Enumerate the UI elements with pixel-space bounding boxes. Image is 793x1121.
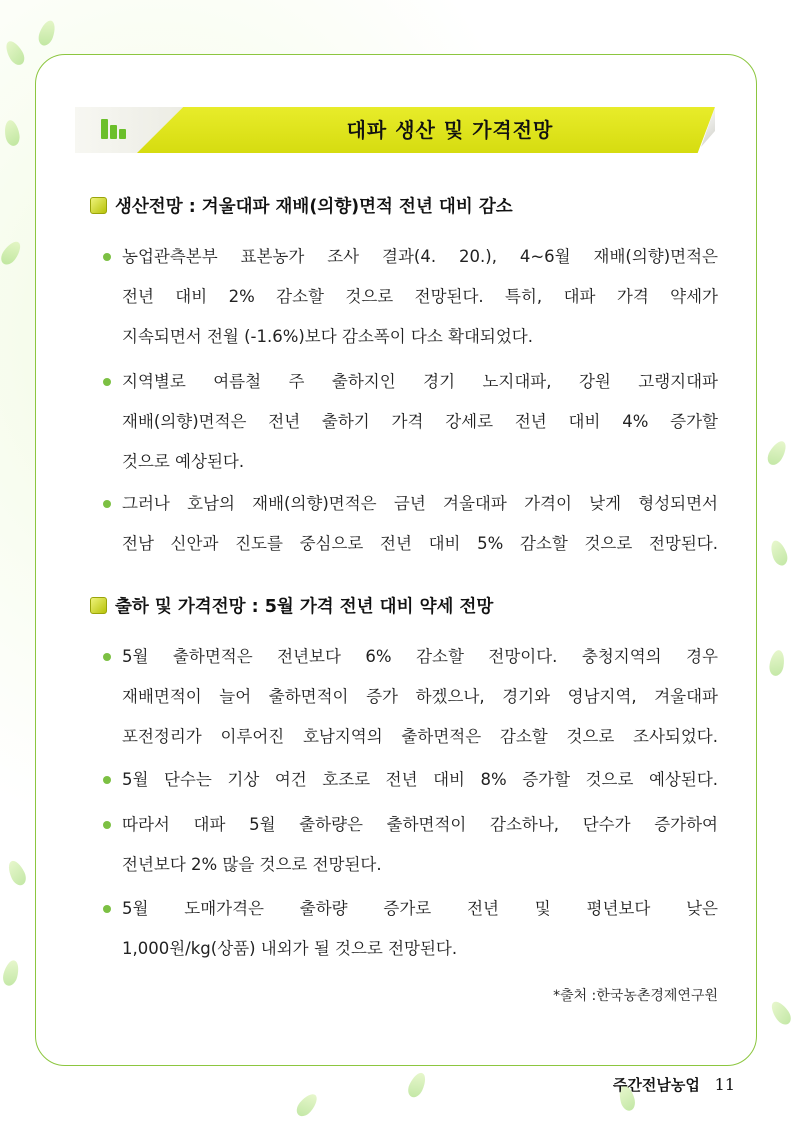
page-title: 대파 생산 및 가격전망 bbox=[346, 118, 554, 142]
leaf-decoration bbox=[1, 959, 21, 988]
list-item: 5월 단수는 기상 여건 호조로 전년 대비 8% 증가할 것으로 예상된다. bbox=[103, 760, 718, 800]
leaf-decoration bbox=[293, 1091, 320, 1120]
list-item: 5월 출하면적은 전년보다 6% 감소할 전망이다. 충청지역의 경우 재배면적이 늘어 출하면적이 증가 하겠으나, 경기와 영남지역, 겨울대파 포전정리가 이루어진 호남지역의 출하면적은 감소할 것으로 조사되었다. bbox=[103, 637, 718, 757]
square-bullet-icon bbox=[90, 597, 107, 614]
bullet-dot-icon bbox=[103, 776, 111, 784]
list-item: 따라서 대파 5월 출하량은 출하면적이 감소하나, 단수가 증가하여 전년보다 2% 많을 것으로 전망된다. bbox=[103, 805, 718, 885]
bullet-dot-icon bbox=[103, 905, 111, 913]
list-item: 농업관측본부 표본농가 조사 결과(4. 20.), 4~6월 재배(의향)면적은 전년 대비 2% 감소할 것으로 전망된다. 특히, 대파 가격 약세가 지속되면서 전월 (-1.6%)보다 감소폭이 다소 확대되었다. bbox=[103, 237, 718, 357]
leaf-decoration bbox=[36, 18, 58, 47]
bullet-dot-icon bbox=[103, 253, 111, 261]
leaf-decoration bbox=[768, 649, 786, 677]
list-item: 그러나 호남의 재배(의향)면적은 금년 겨울대파 가격이 낮게 형성되면서 전남 신안과 진도를 중심으로 전년 대비 5% 감소할 것으로 전망된다. bbox=[103, 484, 718, 564]
leaf-decoration bbox=[2, 38, 27, 68]
bullet-dot-icon bbox=[103, 378, 111, 386]
section-heading-production: 생산전망 : 겨울대파 재배(의향)면적 전년 대비 감소 bbox=[90, 193, 513, 218]
title-bar bbox=[75, 107, 715, 153]
list-item: 지역별로 여름철 주 출하지인 경기 노지대파, 강원 고랭지대파 재배(의향)면적은 전년 출하기 가격 강세로 전년 대비 4% 증가할 것으로 예상된다. bbox=[103, 362, 718, 482]
list-item: 5월 도매가격은 출하량 증가로 전년 및 평년보다 낮은 1,000원/kg(상품) 내외가 될 것으로 전망된다. bbox=[103, 889, 718, 969]
leaf-decoration bbox=[5, 858, 29, 887]
bullet-dot-icon bbox=[103, 653, 111, 661]
leaf-decoration bbox=[0, 238, 24, 267]
bar-chart-icon bbox=[101, 119, 131, 139]
leaf-decoration bbox=[768, 998, 793, 1027]
page-footer bbox=[613, 1074, 735, 1095]
source-note: *출처 :한국농촌경제연구원 bbox=[553, 988, 718, 1004]
page-number: 11 bbox=[714, 1075, 735, 1094]
bullet-dot-icon bbox=[103, 821, 111, 829]
leaf-decoration bbox=[764, 438, 789, 468]
leaf-decoration bbox=[768, 538, 790, 567]
publication-name: 주간전남농업 bbox=[612, 1076, 700, 1094]
leaf-decoration bbox=[405, 1070, 429, 1099]
section-heading-price: 출하 및 가격전망 : 5월 가격 전년 대비 약세 전망 bbox=[90, 593, 493, 618]
leaf-decoration bbox=[3, 119, 21, 147]
bullet-dot-icon bbox=[103, 500, 111, 508]
square-bullet-icon bbox=[90, 197, 107, 214]
